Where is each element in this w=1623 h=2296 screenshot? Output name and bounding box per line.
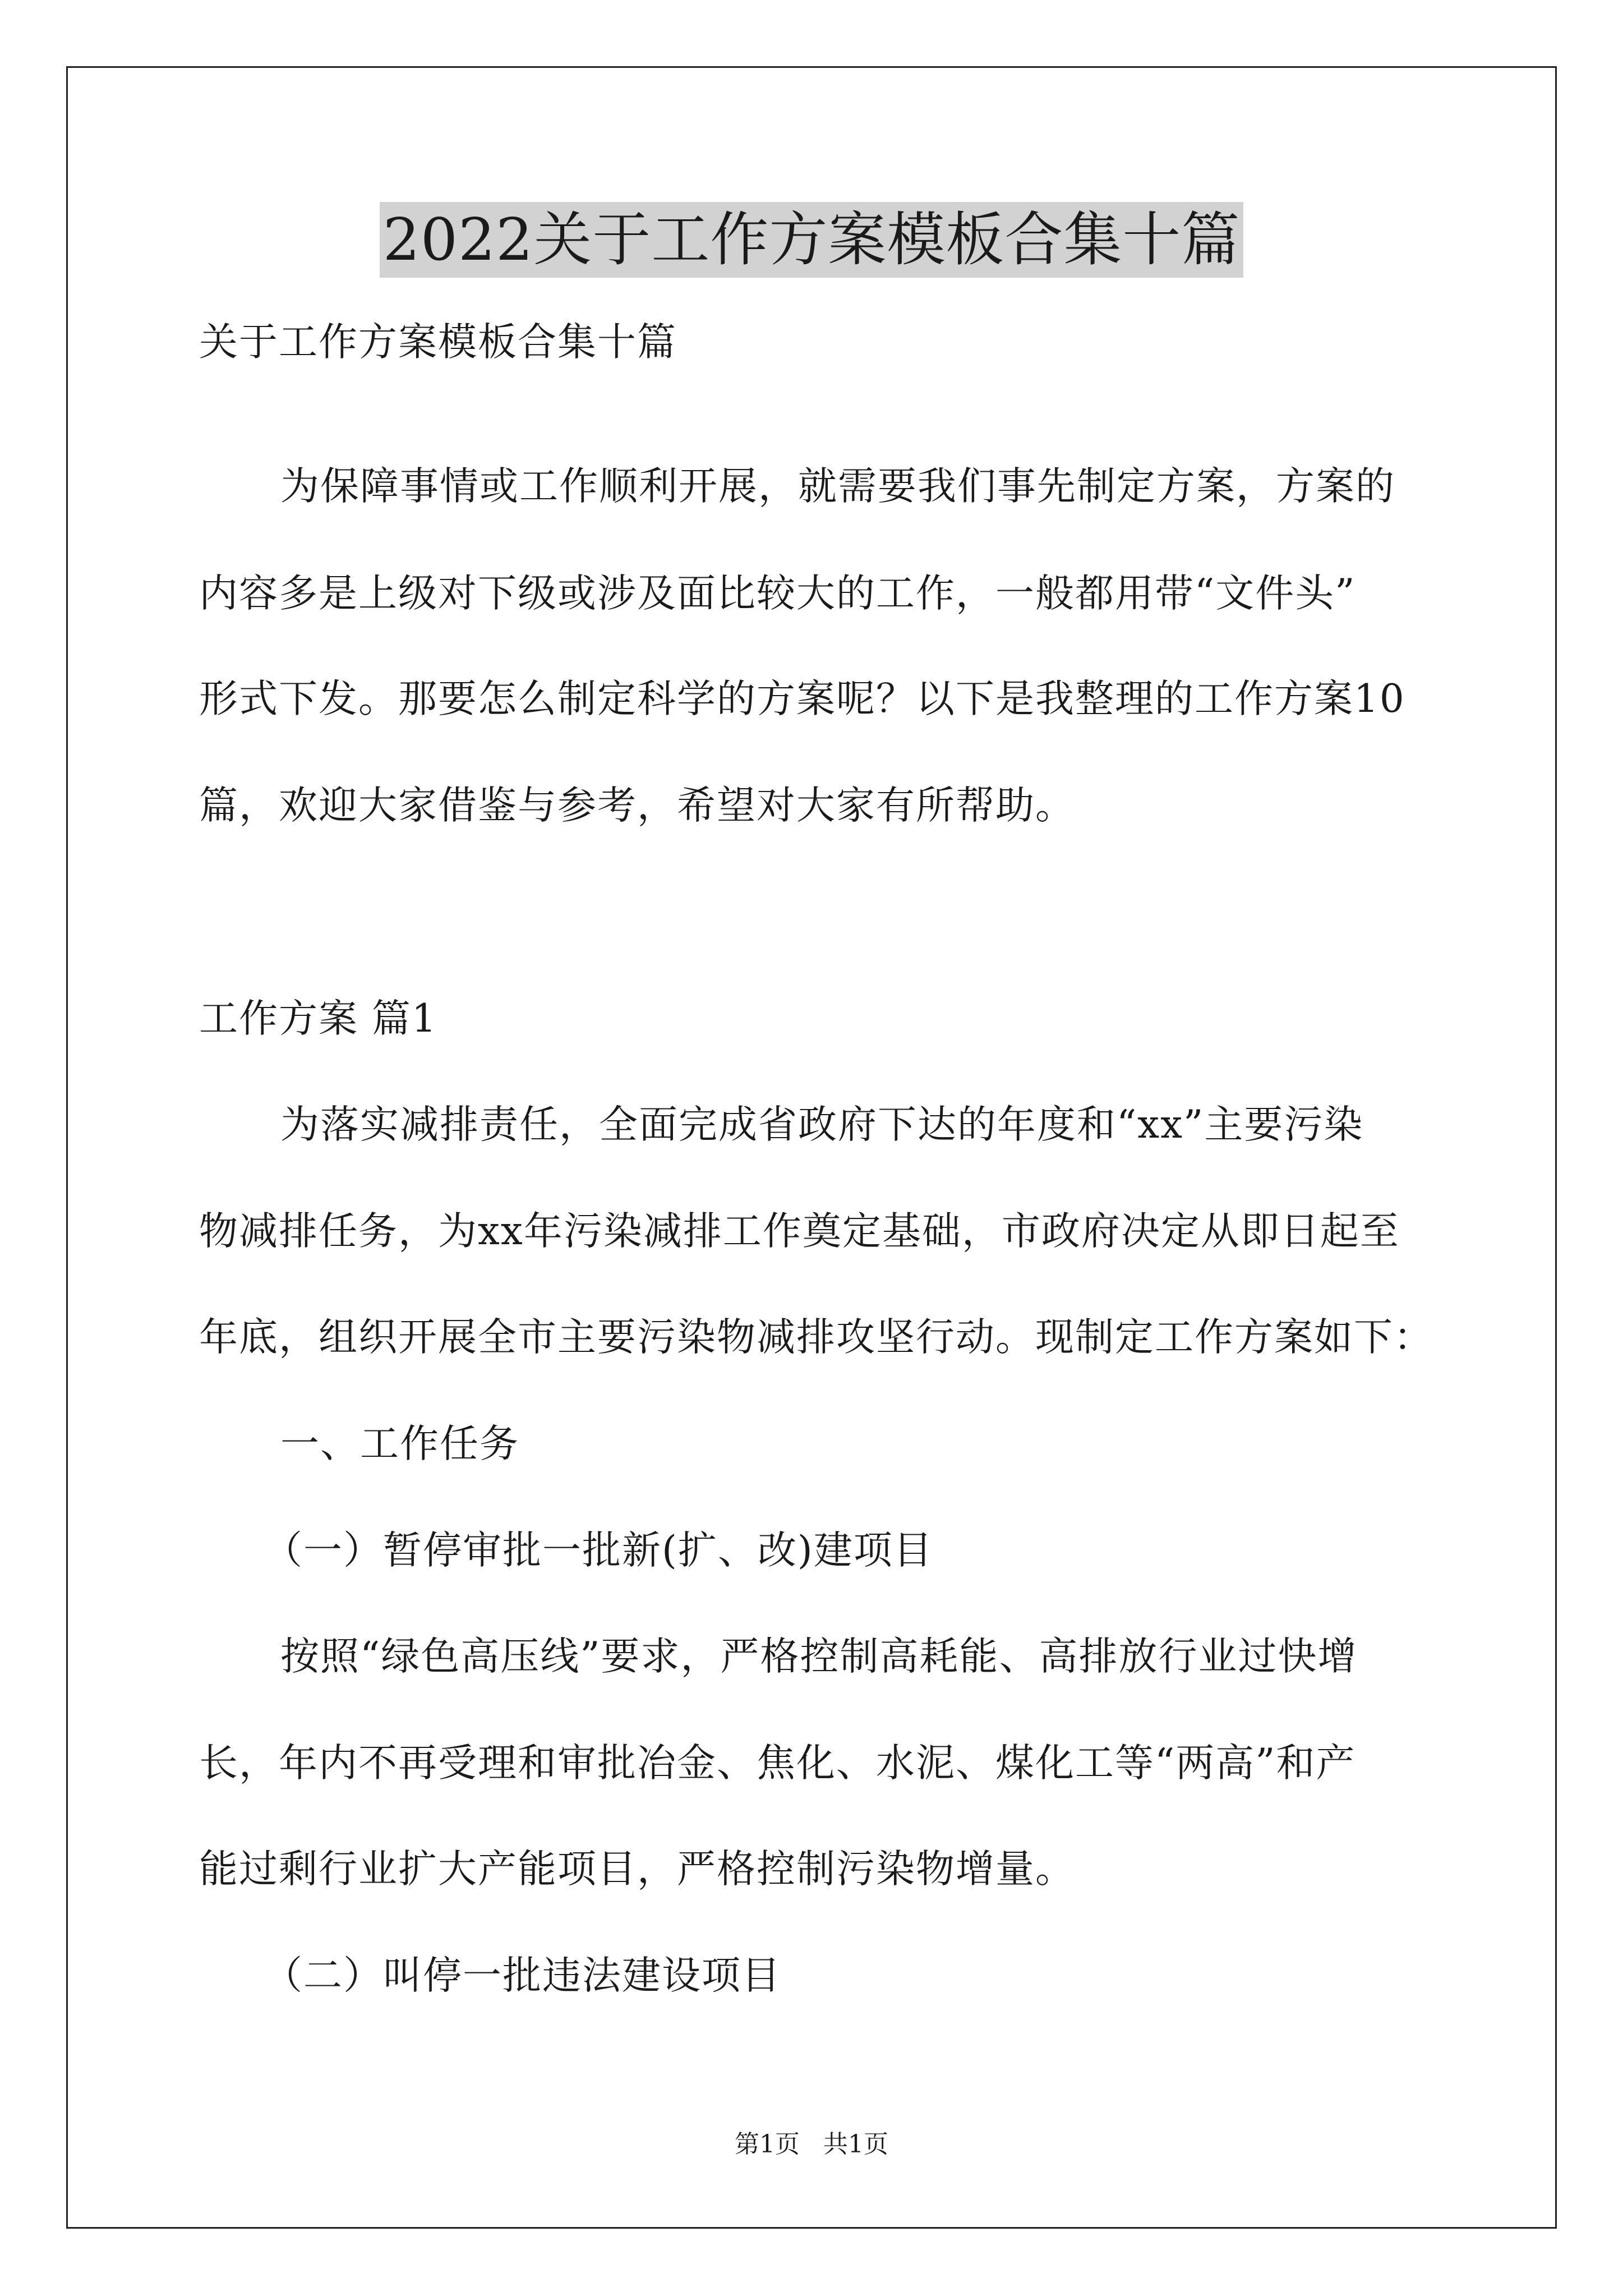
section-line-1: 为落实减排责任，全面完成省政府下达的年度和“xx”主要污染 (280, 1102, 1364, 1147)
intro-line-3: 形式下发。那要怎么制定科学的方案呢？以下是我整理的工作方案10 (199, 677, 1405, 721)
sub1-line-3: 能过剩行业扩大产能项目，严格控制污染物增量。 (199, 1847, 1075, 1892)
intro-line-4: 篇，欢迎大家借鉴与参考，希望对大家有所帮助。 (199, 783, 1075, 828)
section-line-2: 物减排任务，为xx年污染减排工作奠定基础，市政府决定从即日起至 (199, 1209, 1400, 1254)
document-title: 2022关于工作方案模板合集十篇 (380, 202, 1244, 278)
sub1-line-1: 按照“绿色高压线”要求，严格控制高耗能、高排放行业过快增 (280, 1634, 1358, 1679)
subheading-1: （一）暂停审批一批新(扩、改)建项目 (264, 1528, 933, 1573)
sub1-line-2: 长，年内不再受理和审批冶金、焦化、水泥、煤化工等“两高”和产 (199, 1741, 1356, 1786)
heading-work-tasks: 一、工作任务 (280, 1421, 519, 1466)
subheading-2: （二）叫停一批违法建设项目 (264, 1953, 781, 1998)
intro-line-2: 内容多是上级对下级或涉及面比较大的工作，一般都用带“文件头” (199, 571, 1356, 616)
intro-line-1: 为保障事情或工作顺利开展，就需要我们事先制定方案，方案的 (280, 464, 1395, 509)
section-line-3: 年底，组织开展全市主要污染物减排攻坚行动。现制定工作方案如下： (199, 1315, 1433, 1360)
document-subtitle: 关于工作方案模板合集十篇 (199, 320, 677, 365)
section-heading: 工作方案 篇1 (199, 996, 437, 1041)
title-container (0, 202, 1623, 278)
page-footer: 第1页 共1页 (735, 2130, 888, 2159)
